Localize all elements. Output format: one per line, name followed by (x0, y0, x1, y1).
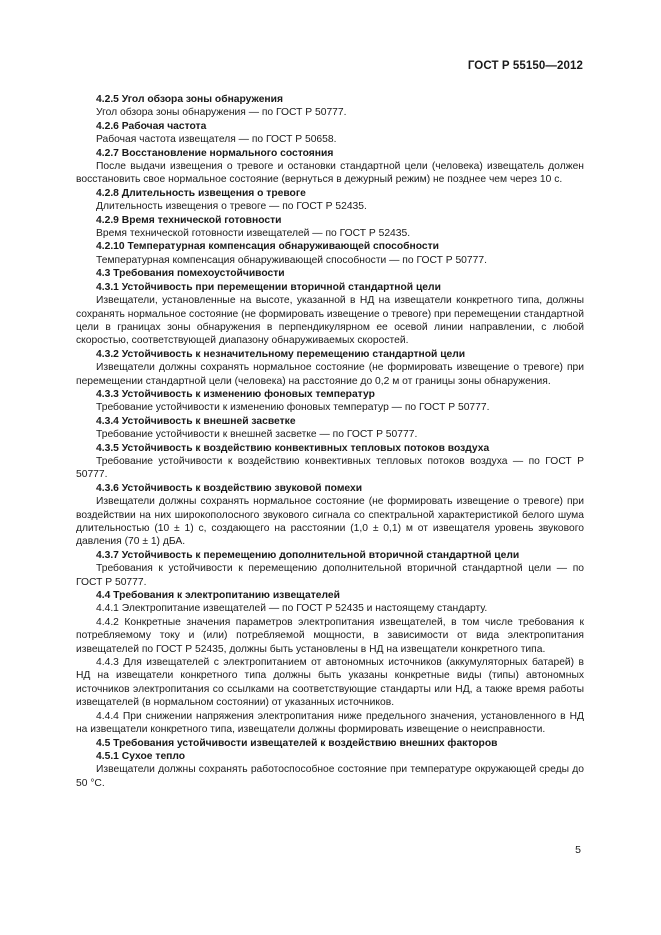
section-4-3-5-text: Требование устойчивости к воздействию конвективных тепловых потоков воздуха — по ГОСТ Р 50777. (76, 455, 584, 481)
section-4-3-7-heading: 4.3.7 Устойчивость к перемещению дополнительной вторичной стандартной цели (96, 549, 520, 561)
document-body (76, 93, 584, 790)
section-4-3-6-text: Извещатели должны сохранять нормальное состояние (не формировать извещение о тревоге) при воздействии на них широкополосного звукового сигнала со спектральной характеристикой белого шума длительностью (10 ± 1) с, создающего на расстоянии (1,0 ± 0,1) м от извещателя уровень звукового давления (70 ± 1) дБА. (76, 496, 584, 548)
section-4-3-4-heading: 4.3.4 Устойчивость к внешней засветке (96, 415, 296, 427)
section-4-3-3-text: Требование устойчивости к изменению фоновых температур — по ГОСТ Р 50777. (96, 402, 490, 414)
section-4-2-6-text: Рабочая частота извещателя — по ГОСТ Р 50658. (96, 134, 337, 146)
section-4-3-1-heading: 4.3.1 Устойчивость при перемещении вторичной стандартной цели (96, 281, 441, 293)
section-4-2-7-text: После выдачи извещения о тревоге и остановки стандартной цели (человека) извещатель должен восстановить свое нормальное состояние (вернуться в дежурный режим) не позднее чем через 10 с. (76, 161, 584, 186)
section-4-5-1-text: Извещатели должны сохранять работоспособное состояние при температуре окружающей среды до 50 °С. (76, 764, 584, 789)
section-4-2-5-text: Угол обзора зоны обнаружения — по ГОСТ Р 50777. (96, 107, 347, 119)
section-4-2-8-text: Длительность извещения о тревоге — по ГОСТ Р 52435. (96, 201, 367, 213)
section-4-5-1-heading: 4.5.1 Сухое тепло (96, 750, 186, 762)
section-4-2-10-heading: 4.2.10 Температурная компенсация обнаруживающей способности (96, 241, 439, 253)
document-header: ГОСТ Р 55150—2012 (467, 60, 583, 72)
section-4-2-7-heading: 4.2.7 Восстановление нормального состояния (96, 147, 334, 159)
section-4-2-9-text: Время технической готовности извещателей — по ГОСТ Р 52435. (96, 228, 411, 240)
section-4-3-1-text: Извещатели, установленные на высоте, указанной в НД на извещатели конкретного типа, должны сохранять нормальное состояние (не формировать извещение о тревоге) при перемещении стандартной цели в границах зоны обнаружения в перпендикулярном ее осевой линии направлении, с любой скоростью, соответствующей диапазону обнаруживаемых скоростей. (76, 295, 584, 347)
section-4-3-heading: 4.3 Требования помехоустойчивости (96, 268, 285, 280)
section-4-2-6-heading: 4.2.6 Рабочая частота (96, 120, 207, 132)
page-number: 5 (575, 844, 581, 856)
section-4-3-2-heading: 4.3.2 Устойчивость к незначительному перемещению стандартной цели (96, 348, 466, 360)
section-4-4-2-text: 4.4.2 Конкретные значения параметров электропитания извещателей, в том числе требования к потребляемому току и (или) потребляемой мощности, в зависимости от вида электропитания извещателей по ГОСТ Р 52435, должны быть установлены в НД на извещатели конкретного типа. (76, 616, 584, 655)
section-4-2-5-heading: 4.2.5 Угол обзора зоны обнаружения (96, 94, 283, 105)
section-4-3-7-text: Требования к устойчивости к перемещению дополнительной вторичной стандартной цели — по ГОСТ Р 50777. (76, 563, 584, 588)
section-4-2-9-heading: 4.2.9 Время технической готовности (96, 214, 282, 226)
section-4-3-4-text: Требование устойчивости к внешней засветке — по ГОСТ Р 50777. (96, 429, 418, 441)
section-4-4-heading: 4.4 Требования к электропитанию извещателей (96, 590, 340, 602)
section-4-4-3-text: 4.4.3 Для извещателей с электропитанием от автономных источников (аккумуляторных батарей) в НД на извещатели конкретного типа должны быть указаны конкретные виды (типы) автономных источников электропитания со ссылками на соответствующие стандарты или НД, а также время работы извещателей (в нормальном состоянии) от указанных источников. (76, 657, 584, 709)
section-4-4-4-text: 4.4.4 При снижении напряжения электропитания ниже предельного значения, установленного в НД на извещатели конкретного типа, извещатели должны формировать извещение о неисправности. (76, 710, 584, 736)
section-4-2-10-text: Температурная компенсация обнаруживающей способности — по ГОСТ Р 50777. (96, 254, 487, 266)
section-4-3-2-text: Извещатели должны сохранять нормальное состояние (не формировать извещение о тревоге) при перемещении стандартной цели (человека) на расстояние до 0,2 м от границы зоны обнаружения. (76, 362, 584, 387)
section-4-2-8-heading: 4.2.8 Длительность извещения о тревоге (96, 187, 306, 199)
section-4-4-1-text: 4.4.1 Электропитание извещателей — по ГОСТ Р 52435 и настоящему стандарту. (96, 603, 488, 615)
section-4-5-heading: 4.5 Требования устойчивости извещателей к воздействию внешних факторов (96, 737, 498, 749)
section-4-3-3-heading: 4.3.3 Устойчивость к изменению фоновых температур (96, 388, 375, 400)
section-4-3-6-heading: 4.3.6 Устойчивость к воздействию звуковой помехи (96, 482, 363, 494)
section-4-3-5-heading: 4.3.5 Устойчивость к воздействию конвективных тепловых потоков воздуха (96, 442, 490, 454)
